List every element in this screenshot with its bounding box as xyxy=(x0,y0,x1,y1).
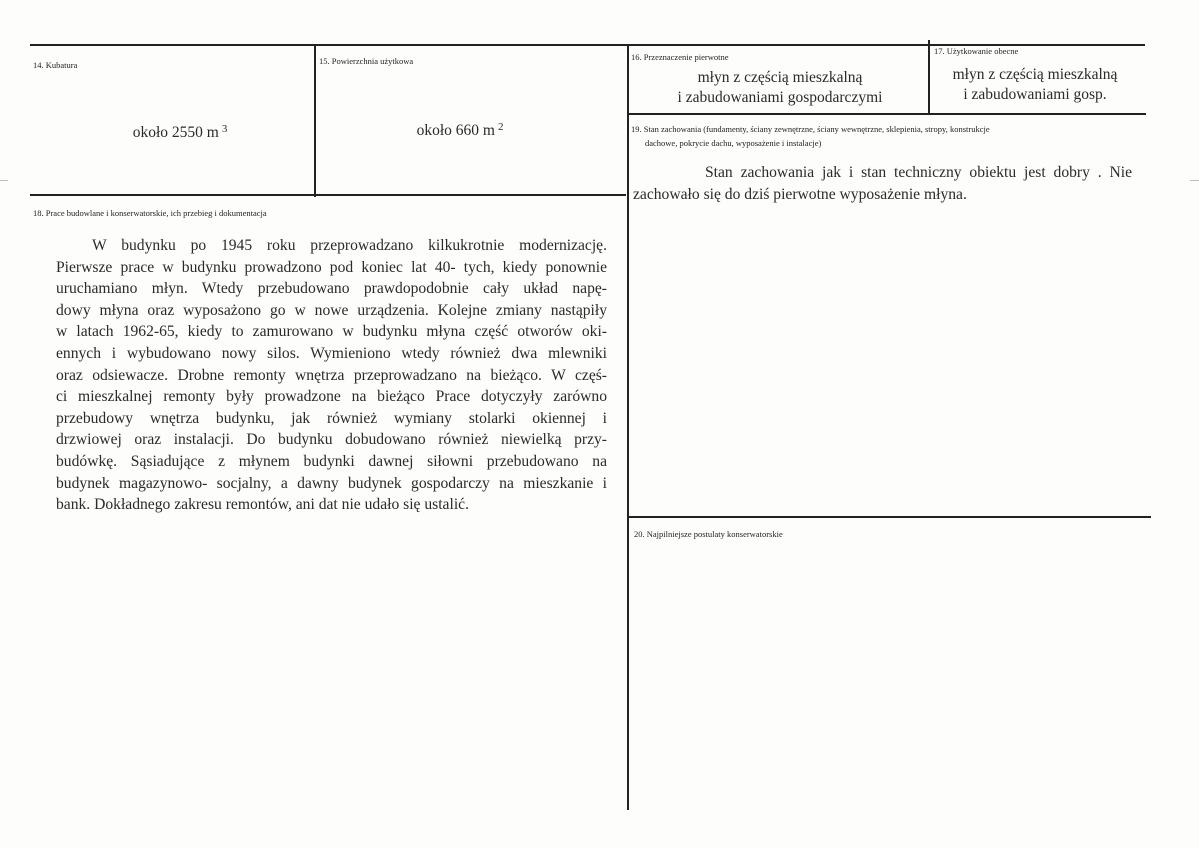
field-15-value-text: około 660 m xyxy=(416,122,495,139)
field-16-value xyxy=(640,68,920,108)
scan-tick-left xyxy=(0,180,8,181)
field-20-label: 20. Najpilniejsze postulaty konserwatorskie xyxy=(634,529,783,539)
rule-below-16-17 xyxy=(628,113,1146,115)
field-16-value-line-1: młyn z częścią mieszkalną xyxy=(697,69,863,86)
field-18-line: oraz odsiewacze. Drobne remonty wnętrza przeprowadzano na bieżąco. W częś- xyxy=(56,366,607,384)
field-17-label: 17. Użytkowanie obecne xyxy=(934,46,1019,56)
field-18-line: ci mieszkalnej remonty były prowadzone na bieżąco Prace dotyczyły zarówno xyxy=(56,388,607,406)
field-18-line: uruchamiano młyn. Wtedy przebudowano prawdopodobnie cały układ napę- xyxy=(56,280,607,298)
field-14-value-text: około 2550 m xyxy=(132,124,219,141)
rule-above-20 xyxy=(628,516,1151,518)
field-18-line: bank. Dokładnego zakresu remontów, ani dat nie udało się ustalić. xyxy=(56,496,469,514)
field-14-unit-exponent: 3 xyxy=(221,123,228,135)
field-18-line: w latach 1962-65, kiedy to zamurowano w budynku młyna część otworów oki- xyxy=(56,323,607,341)
divider-14-15 xyxy=(314,45,316,197)
field-15-value xyxy=(380,117,540,141)
field-15-unit-exponent: 2 xyxy=(497,121,504,133)
field-18-text xyxy=(56,235,607,516)
field-19-label-line-2: dachowe, pokrycie dachu, wyposażenie i instalacje) xyxy=(645,138,822,148)
field-19-label-line-1: 19. Stan zachowania (fundamenty, ściany zewnętrzne, ściany wewnętrzne, sklepienia, stropy, konstrukcje xyxy=(631,124,990,134)
field-18-line: przebudowy wnętrza budynku, jak również wymiany stolarki okiennej i xyxy=(56,409,607,427)
rule-below-14-15 xyxy=(30,194,626,196)
field-15-label: 15. Powierzchnia użytkowa xyxy=(319,56,414,66)
field-18-line: W budynku po 1945 roku przeprowadzano kilkukrotnie modernizację. xyxy=(92,237,607,254)
field-14-value xyxy=(95,119,265,143)
scan-tick-right xyxy=(1190,180,1199,181)
field-18-line: ennych i wybudowano nowy silos. Wymieniono wtedy również dwa mlewniki xyxy=(56,344,607,362)
field-18-line: budynek magazynowo- socjalny, a dawny budynek gospodarczy na mieszkanie i xyxy=(56,474,607,492)
divider-16-17 xyxy=(928,40,930,115)
field-17-value xyxy=(935,65,1135,105)
field-17-value-line-2: i zabudowaniami gosp. xyxy=(963,86,1107,103)
field-18-line: budówkę. Sąsiadujące z młynem budynki dawnej siłowni przebudowano na xyxy=(56,452,607,470)
center-divider xyxy=(627,45,629,810)
field-14-label: 14. Kubatura xyxy=(33,60,78,70)
field-19-line: Stan zachowania jak i stan techniczny obiektu jest dobry . Nie xyxy=(705,164,1132,181)
field-16-label: 16. Przeznaczenie pierwotne xyxy=(631,52,729,62)
field-18-line: Pierwsze prace w budynku prowadzono pod koniec lat 40- tych, kiedy ponownie xyxy=(56,258,607,276)
field-19-text xyxy=(633,162,1132,205)
field-16-value-line-2: i zabudowaniami gospodarczymi xyxy=(677,89,883,106)
field-19-line: zachowało się do dziś pierwotne wyposażenie młyna. xyxy=(633,185,967,203)
field-18-line: drzwiowej oraz instalacji. Do budynku dobudowano również niewielką przy- xyxy=(56,431,607,449)
field-18-line: dowy młyna oraz wyposażono go w nowe urządzenia. Kolejne zmiany nastąpiły xyxy=(56,301,607,319)
field-18-label: 18. Prace budowlane i konserwatorskie, ich przebieg i dokumentacja xyxy=(33,208,267,218)
field-17-value-line-1: młyn z częścią mieszkalną xyxy=(952,66,1118,83)
